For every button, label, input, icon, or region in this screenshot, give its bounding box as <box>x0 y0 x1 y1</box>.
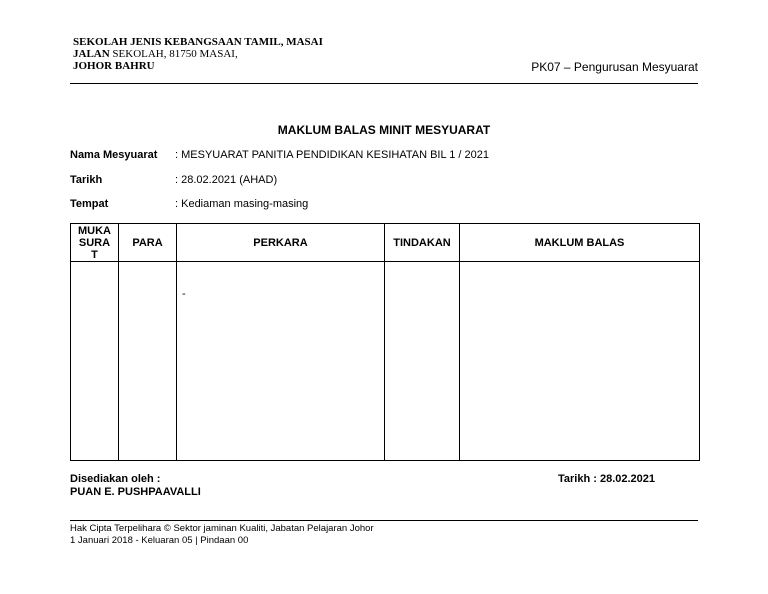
field-label-nama: Nama Mesyuarat <box>70 149 158 161</box>
cell-maklum-balas[interactable] <box>460 262 700 461</box>
header-para: PARA <box>119 224 177 262</box>
table-row <box>71 262 700 461</box>
header-tindakan: TINDAKAN <box>385 224 460 262</box>
minutes-table <box>70 223 700 461</box>
table-header-row <box>71 224 700 262</box>
school-name: SEKOLAH JENIS KEBANGSAAN TAMIL, MASAI <box>73 36 323 48</box>
footer-divider <box>70 520 698 521</box>
copyright-text: Hak Cipta Terpelihara © Sektor jaminan Kualiti, Jabatan Pelajaran Johor <box>70 523 374 534</box>
field-label-tempat: Tempat <box>70 198 109 210</box>
field-label-tarikh: Tarikh <box>70 174 103 186</box>
header-maklum-balas: MAKLUM BALAS <box>460 224 700 262</box>
cell-para[interactable] <box>119 262 177 461</box>
header-divider <box>70 83 698 84</box>
field-value-nama: : MESYUARAT PANITIA PENDIDIKAN KESIHATAN BIL 1 / 2021 <box>175 149 490 161</box>
cell-muka-surat[interactable] <box>71 262 119 461</box>
school-city: JOHOR BAHRU <box>73 60 155 72</box>
school-address <box>73 36 323 72</box>
signoff-date: Tarikh : 28.02.2021 <box>558 473 656 485</box>
footer <box>70 523 374 547</box>
header-perkara: PERKARA <box>177 224 385 262</box>
field-value-tarikh: : 28.02.2021 (AHAD) <box>175 174 278 186</box>
header-muka-surat: MUKA SURAT <box>71 224 119 262</box>
field-value-tempat: : Kediaman masing-masing <box>175 198 309 210</box>
document-title: MAKLUM BALAS MINIT MESYUARAT <box>277 123 491 137</box>
cell-tindakan[interactable] <box>385 262 460 461</box>
revision-text: 1 Januari 2018 - Keluaran 05 | Pindaan 00 <box>70 535 249 546</box>
cell-perkara[interactable]: - <box>177 262 385 461</box>
prepared-by-label: Disediakan oleh : <box>70 473 161 485</box>
school-street: JALAN SEKOLAH, 81750 MASAI, <box>73 48 238 60</box>
form-code: PK07 – Pengurusan Mesyuarat <box>531 60 698 74</box>
prepared-by-name: PUAN E. PUSHPAAVALLI <box>70 486 201 498</box>
